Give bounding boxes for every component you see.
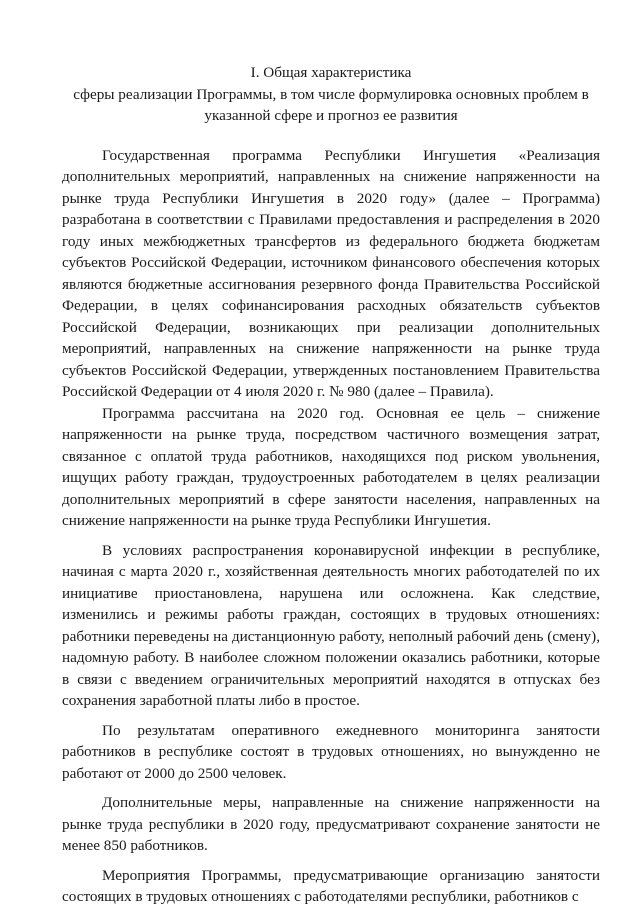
heading-line-3: указанной сфере и прогноз ее развития <box>204 107 458 124</box>
section-heading <box>62 62 600 127</box>
paragraph-additional-measures: Дополнительные меры, направленные на снижение напряженности на рынке труда республики в 2020 году, предусматривают сохранение занятости не менее 850 работников. <box>62 794 600 854</box>
heading-line-1: I. Общая характеристика <box>250 64 412 81</box>
document-page <box>62 62 600 908</box>
paragraph-program-activities: Мероприятия Программы, предусматривающие организацию занятости состоящих в трудовых отношениях с работодателями республики, работников с <box>62 866 600 905</box>
paragraph-program-goal: Программа рассчитана на 2020 год. Основная ее цель – снижение напряженности на рынке труда, посредством частичного возмещения затрат, связанное с оплатой труда работников, находящихся под риском увольнения, ищущих работу граждан, трудоустроенных работодателем в целях реализации дополнительных мероприятий в сфере занятости населения, направленных на снижение напряженности на рынке труда Республики Ингушетия. <box>62 404 600 529</box>
heading-line-2: сферы реализации Программы, в том числе формулировка основных проблем в <box>73 85 589 103</box>
paragraph-coronavirus-conditions: В условиях распространения коронавирусной инфекции в республике, начиная с марта 2020 г., хозяйственная деятельность многих работодателей по их инициативе приостановлена, нарушена или осложнена. Как следствие, изменились и режимы работы граждан, состоящих в трудовых отношениях: работники переведены на дистанционную работу, неполный рабочий день (смену), надомную работу. В наиболее сложном положении оказались работники, которые в связи с введением ограничительных мероприятий находятся в отпусках без сохранения заработной платы либо в простое. <box>62 541 600 709</box>
paragraph-monitoring-results: По результатам оперативного ежедневного мониторинга занятости работников в республике состоят в трудовых отношениях, но вынужденно не работают от 2000 до 2500 человек. <box>62 721 600 782</box>
paragraph-program-description: Государственная программа Республики Ингушетия «Реализация дополнительных мероприятий, направленных на снижение напряженности на рынке труда Республики Ингушетия в 2020 году» (далее – Программа) разработана в соответствии с Правилами предоставления и распределения в 2020 году иных межбюджетных трансфертов из федерального бюджета бюджетам субъектов Российской Федерации, источником финансового обеспечения которых являются бюджетные ассигнования резервного фонда Правительства Российской Федерации, в целях софинансирования расходных обязательств субъектов Российской Федерации, возникающих при реализации дополнительных мероприятий, направленных на снижение напряженности на рынке труда субъектов Российской Федерации, утвержденных постановлением Правительства Российской Федерации от 4 июля 2020 г. № 980 (далее – Правила). <box>62 146 600 400</box>
